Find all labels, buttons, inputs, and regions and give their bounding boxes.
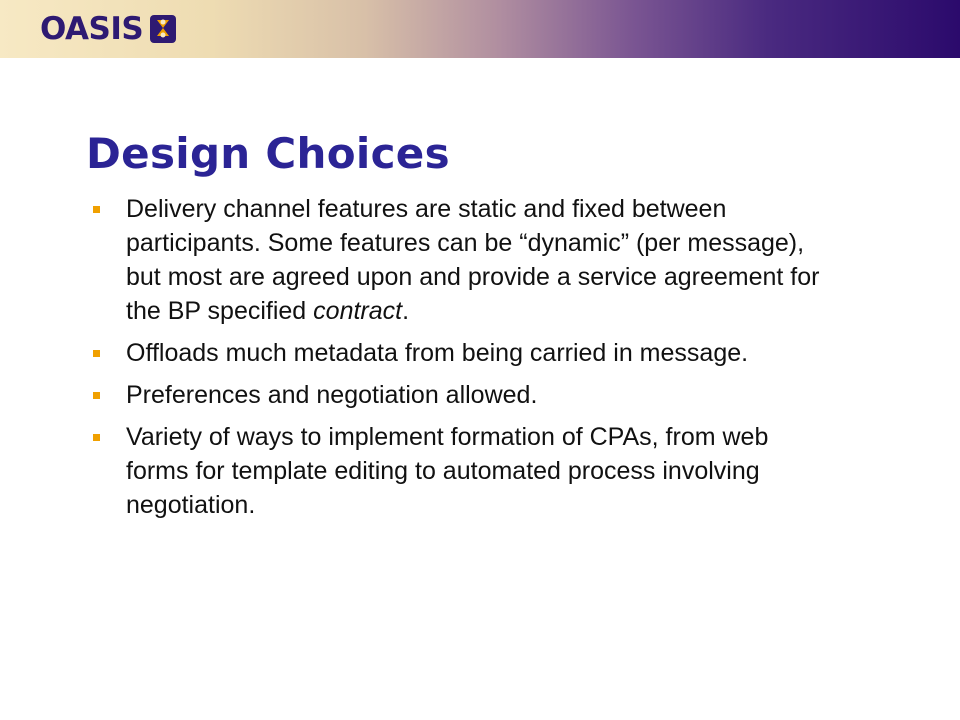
- bullet-text-part: .: [402, 297, 410, 325]
- bullet-item: [86, 336, 826, 370]
- bullet-item: [86, 192, 826, 328]
- bullet-list: [86, 192, 826, 530]
- bullet-text: Preferences and negotiation allowed.: [126, 381, 538, 409]
- bullet-square-icon: [93, 206, 100, 213]
- bullet-square-icon: [93, 350, 100, 357]
- oasis-logo: [40, 10, 177, 48]
- slide-title: Design Choices: [86, 129, 450, 178]
- bullet-text: Variety of ways to implement formation of CPAs, from web forms for template editing to automated process involving negotiation.: [126, 423, 769, 519]
- bullet-square-icon: [93, 434, 100, 441]
- bullet-text-part: Delivery channel features are static and fixed between participants. Some features can be “dynamic” (per message), but most are agreed upon and provide a service agreement for the BP specified: [126, 195, 820, 325]
- bullet-text: [126, 195, 819, 325]
- bullet-item: [86, 378, 826, 412]
- bullet-item: [86, 420, 826, 522]
- header-band: [0, 0, 960, 58]
- bullet-square-icon: [93, 392, 100, 399]
- oasis-logo-mark-icon: [149, 14, 177, 44]
- bullet-emphasis: contract: [313, 297, 403, 325]
- logo-text: OASIS: [40, 11, 144, 47]
- bullet-text: Offloads much metadata from being carried in message.: [126, 339, 749, 367]
